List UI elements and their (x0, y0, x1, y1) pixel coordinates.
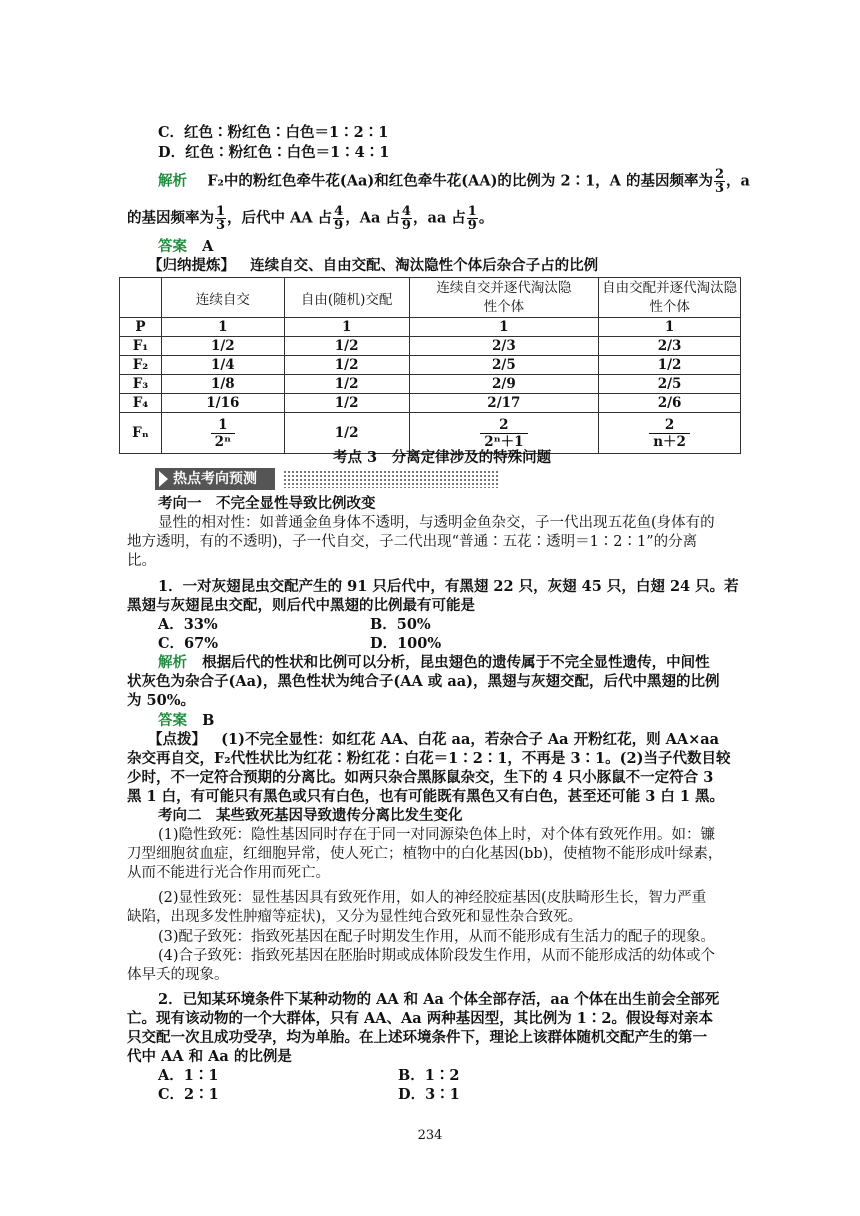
table-cell: 1/16 (161, 394, 284, 413)
answer-tag: 答案 (158, 238, 187, 255)
answer-line-1 (158, 237, 213, 257)
fraction: $\frac{4}{9}$ (334, 204, 344, 233)
question-1-line: 1．一对灰翅昆虫交配产生的 91 只后代中，有黑翅 22 只，灰翅 45 只，白翅 24 只。若 (158, 578, 739, 595)
question-2-line: 代中 AA 和 Aa 的比例是 (127, 1048, 292, 1065)
table-cell: 1/4 (161, 356, 284, 375)
fraction: $\frac{1}{3}$ (216, 204, 226, 233)
table-cell: P (120, 318, 162, 337)
ratio-table (119, 277, 741, 454)
paragraph-line: (1)隐性致死：隐性基因同时存在于同一对同源染色体上时，对个体有致死作用。如：镰 (158, 827, 716, 843)
fraction: $\frac{1}{9}$ (467, 204, 477, 233)
question-1-line: 黑翅与灰翅昆虫交配，则后代中黑翅的比例最有可能是 (127, 597, 475, 614)
analysis-text: F₂中的粉红色牵牛花(Aa)和红色牵牛花(AA)的比例为 2∶1，A 的基因频率为 (207, 172, 713, 190)
table-cell: 1/2 (284, 394, 409, 413)
fraction: $\frac{2}{3}$ (714, 167, 725, 196)
summary-title: 连续自交、自由交配、淘汰隐性个体后杂合子占的比例 (250, 257, 599, 274)
tip-tag: 【点拨】 (148, 731, 206, 748)
table-cell: 1 (161, 318, 284, 337)
fraction: $\frac{4}{9}$ (401, 204, 411, 233)
table-row (120, 375, 741, 394)
paragraph-line: 地方透明，有的不透明)，子一代自交，子二代出现“普通∶五花∶透明＝1∶2∶1”的分离 (127, 534, 698, 550)
direction-2-title: 考向二 某些致死基因导致遗传分离比发生变化 (158, 807, 463, 824)
section-title: 考点 3 分离定律涉及的特殊问题 (333, 449, 552, 466)
table-cell: 2/5 (599, 375, 741, 394)
table-cell: 1/2 (599, 356, 741, 375)
table-header-cell: 自由(随机)交配 (284, 278, 409, 318)
table-row (120, 337, 741, 356)
paragraph-line: 显性的相对性：如普通金鱼身体不透明，与透明金鱼杂交，子一代出现五花鱼(身体有的 (158, 515, 715, 531)
table-cell: 1/2 (284, 356, 409, 375)
question-2-line: 亡。现有该动物的一个大群体，只有 AA、Aa 两种基因型，其比例为 1∶2。假设每对亲本 (127, 1010, 713, 1027)
direction-1-title: 考向一 不完全显性导致比例改变 (158, 495, 376, 512)
tip-line: 少时，不一定符合预期的分离比。如两只杂合黑豚鼠杂交，生下的 4 只小豚鼠不一定符合 3 (127, 769, 714, 786)
option-c: C．67% (158, 635, 218, 652)
banner-label: 热点考向预测 (173, 471, 257, 487)
table-cell: 2/3 (409, 337, 599, 356)
question-2-line: 只交配一次且成功受孕，均为单胎。在上述环境条件下，理论上该群体随机交配产生的第一 (127, 1029, 707, 1046)
paragraph-line: 缺陷，出现多发性肿瘤等症状)，又分为显性纯合致死和显性杂合致死。 (127, 909, 583, 925)
table-cell: 1/2 (284, 413, 409, 454)
table-cell: Fₙ (120, 413, 162, 454)
answer-value: B (202, 712, 215, 729)
paragraph-line: 比。 (127, 553, 156, 569)
analysis-line-1 (158, 168, 750, 195)
table-cell: 1 (284, 318, 409, 337)
option-c-top: C．红色∶粉红色∶白色＝1∶2∶1 (158, 124, 389, 141)
answer-line-2 (158, 711, 214, 731)
answer-value: A (202, 238, 214, 255)
table-cell: 2/3 (599, 337, 741, 356)
answer-tag: 答案 (158, 712, 187, 729)
table-cell: $\frac{1}{\text{2ⁿ}}$ (161, 413, 284, 454)
table-cell: F₄ (120, 394, 162, 413)
analysis-2-line: 解析 根据后代的性状和比例可以分析，昆虫翅色的遗传属于不完全显性遗传，中间性 (158, 654, 710, 671)
table-cell: 1/2 (284, 375, 409, 394)
hot-topic-banner (155, 468, 275, 490)
table-cell: 1/8 (161, 375, 284, 394)
table-header-cell: 连续自交 (161, 278, 284, 318)
option-a: A．1∶1 (158, 1067, 219, 1084)
table-cell: F₃ (120, 375, 162, 394)
table-header-cell (120, 278, 162, 318)
summary-heading (148, 256, 598, 276)
analysis-2-line: 为 50%。 (127, 692, 196, 709)
option-b: B．1∶2 (398, 1067, 460, 1084)
option-b: B．50% (370, 616, 431, 633)
table-cell: 2/5 (409, 356, 599, 375)
page-number: 234 (417, 1128, 443, 1143)
dotted-divider (283, 470, 498, 488)
table-cell: 2/6 (599, 394, 741, 413)
table-cell: F₁ (120, 337, 162, 356)
table-row (120, 318, 741, 337)
tip-line: 【点拨】 (1)不完全显性：如红花 AA、白花 aa，若杂合子 Aa 开粉红花，则 AA×aa (148, 731, 720, 748)
tip-line: 杂交再自交，F₂代性状比为红花∶粉红花∶白花＝1∶2∶1，不再是 3∶1。(2)当子代数目较 (127, 750, 731, 767)
option-d-top: D．红色∶粉红色∶白色＝1∶4∶1 (158, 144, 390, 161)
paragraph-line: 从而不能进行光合作用而死亡。 (127, 865, 330, 881)
table-cell: $\frac{2}{n+2}$ (599, 413, 741, 454)
analysis-tag: 解析 (158, 172, 187, 190)
paragraph-line: 刀型细胞贫血症，红细胞异常，使人死亡；植物中的白化基因(bb)，使植物不能形成叶绿素， (127, 846, 723, 862)
table-header-row (120, 278, 741, 318)
table-row (120, 356, 741, 375)
table-cell: $\frac{2}{\text{2ⁿ＋1}}$ (409, 413, 599, 454)
tip-line: 黑 1 白，有可能只有黑色或只有白色，也有可能既有黑色又有白色，甚至还可能 3 白 1 黑。 (127, 788, 725, 805)
question-2-line: 2．已知某环境条件下某种动物的 AA 和 Aa 个体全部存活，aa 个体在出生前会全部死 (158, 991, 720, 1008)
option-d: D．3∶1 (398, 1086, 460, 1103)
table-cell: 1/2 (161, 337, 284, 356)
paragraph-line: (4)合子致死：指致死基因在胚胎时期或成体阶段发生作用，从而不能形成活的幼体或个 (158, 948, 716, 964)
paragraph-line: (2)显性致死：显性基因具有致死作用，如人的神经胶症基因(皮肤畸形生长，智力严重 (158, 890, 707, 906)
table-header-cell: 自由交配并逐代淘汰隐 性个体 (599, 278, 741, 318)
table-cell: 1 (599, 318, 741, 337)
arrow-icon (159, 471, 168, 487)
analysis-tag: 解析 (158, 654, 187, 671)
table-row (120, 394, 741, 413)
paragraph-line: (3)配子致死：指致死基因在配子时期发生作用，从而不能形成有生活力的配子的现象。 (158, 929, 716, 945)
summary-bracket: 【归纳提炼】 (148, 257, 235, 274)
option-d: D．100% (370, 635, 442, 652)
table-cell: F₂ (120, 356, 162, 375)
analysis-2-line: 状灰色为杂合子(Aa)，黑色性状为纯合子(AA 或 aa)，黑翅与灰翅交配，后代中黑翅的比例 (127, 673, 720, 690)
table-cell: 2/17 (409, 394, 599, 413)
table-header-cell: 连续自交并逐代淘汰隐 性个体 (409, 278, 599, 318)
paragraph-line: 体早夭的现象。 (127, 967, 229, 983)
table-cell: 2/9 (409, 375, 599, 394)
analysis-line-2: 的基因频率为 $\frac{1}{3}$ ，后代中 AA 占 $\frac{4}{9}$ ，Aa 占 $\frac{4}{9}$ ，aa 占 $\frac{1}{9}$ 。 (127, 204, 494, 233)
analysis-text: ，a (726, 172, 750, 190)
option-a: A．33% (158, 616, 218, 633)
option-c: C．2∶1 (158, 1086, 219, 1103)
table-cell: 1/2 (284, 337, 409, 356)
table-cell: 1 (409, 318, 599, 337)
